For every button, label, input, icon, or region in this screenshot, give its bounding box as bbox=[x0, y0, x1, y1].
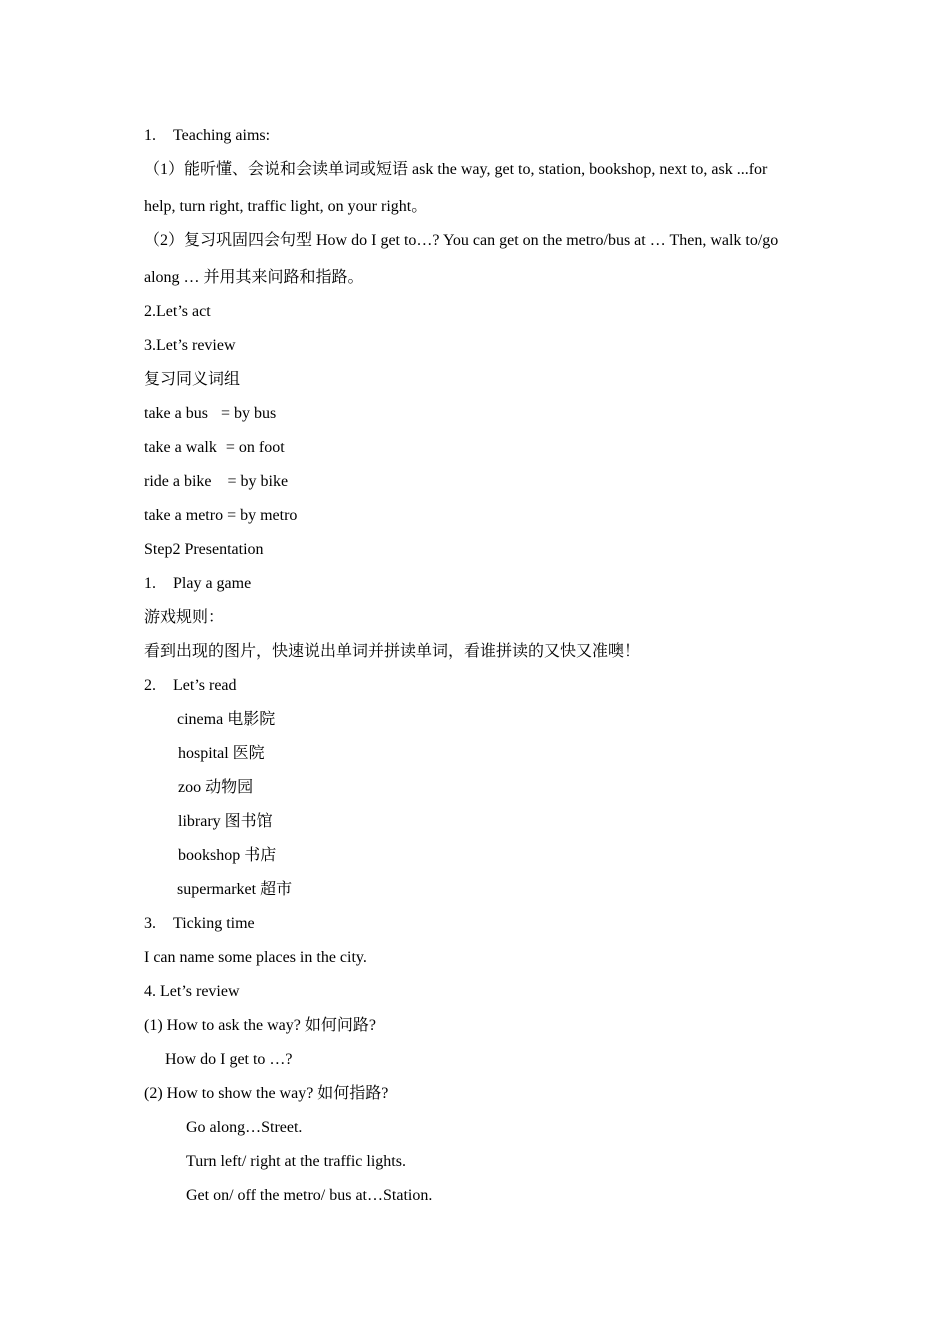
show-way-sentence: Turn left/ right at the traffic lights. bbox=[186, 1153, 406, 1170]
synonym-row bbox=[144, 434, 814, 468]
step2-heading: Step2 Presentation bbox=[144, 541, 264, 558]
ask-way-question: (1) How to ask the way? 如何问路? bbox=[144, 1017, 376, 1034]
rules-text: 看到出现的图片，快速说出单词并拼读单词，看谁拼读的又快又准噢！ bbox=[144, 643, 641, 660]
synonym-left: take a bus bbox=[144, 405, 208, 422]
aim-2-line-1: （2）复习巩固四会句型 How do I get to…? You can get on the metro/bus at … Then, walk to/go bbox=[144, 232, 779, 249]
heading-text: Ticking time bbox=[173, 915, 255, 932]
show-way-sentence: Get on/ off the metro/ bus at…Station. bbox=[186, 1187, 433, 1204]
vocab-item: cinema 电影院 bbox=[177, 711, 276, 728]
synonym-right: = by bus bbox=[220, 405, 277, 422]
heading-text: Teaching aims: bbox=[173, 127, 271, 144]
vocab-item: hospital 医院 bbox=[178, 745, 265, 762]
review-4-heading: 4. Let’s review bbox=[144, 983, 240, 1000]
list-number: 2. bbox=[144, 677, 156, 694]
synonym-left: ride a bike bbox=[144, 473, 212, 490]
synonym-row bbox=[144, 468, 814, 502]
synonym-row bbox=[144, 400, 814, 434]
document-body bbox=[144, 122, 814, 1216]
synonym-right: = on foot bbox=[225, 439, 285, 456]
lets-read-heading bbox=[144, 672, 814, 706]
lets-review: 3.Let’s review bbox=[144, 337, 236, 354]
lets-act: 2.Let’s act bbox=[144, 303, 211, 320]
vocab-item: supermarket 超市 bbox=[177, 881, 293, 898]
list-number: 3. bbox=[144, 915, 156, 932]
show-way-sentence: Go along…Street. bbox=[186, 1119, 303, 1136]
heading-text: Play a game bbox=[173, 575, 252, 592]
ticking-text: I can name some places in the city. bbox=[144, 949, 367, 966]
list-number: 1. bbox=[144, 575, 156, 592]
play-game-heading bbox=[144, 570, 814, 604]
vocab-item: library 图书馆 bbox=[178, 813, 273, 830]
synonyms-heading: 复习同义词组 bbox=[144, 371, 241, 388]
ask-way-sentence: How do I get to …? bbox=[165, 1051, 293, 1068]
aim-1-line-2: help, turn right, traffic light, on your right。 bbox=[144, 198, 428, 215]
synonym-row bbox=[144, 502, 814, 536]
synonym-left: take a walk bbox=[144, 439, 217, 456]
synonym-right: = by bike bbox=[227, 473, 289, 490]
list-number: 1. bbox=[144, 127, 156, 144]
synonym-right: = by metro bbox=[227, 507, 298, 524]
show-way-question: (2) How to show the way? 如何指路? bbox=[144, 1085, 389, 1102]
rules-heading: 游戏规则： bbox=[144, 609, 225, 626]
ticking-time-heading bbox=[144, 910, 814, 944]
vocab-item: zoo 动物园 bbox=[178, 779, 254, 796]
teaching-aims-heading bbox=[144, 122, 814, 156]
aim-1-line-1: （1）能听懂、会说和会读单词或短语 ask the way, get to, station, bookshop, next to, ask ...for bbox=[144, 161, 768, 178]
vocab-item: bookshop 书店 bbox=[178, 847, 277, 864]
aim-2-line-2: along … 并用其来问路和指路。 bbox=[144, 269, 364, 286]
synonym-left: take a metro bbox=[144, 507, 224, 524]
heading-text: Let’s read bbox=[173, 677, 237, 694]
